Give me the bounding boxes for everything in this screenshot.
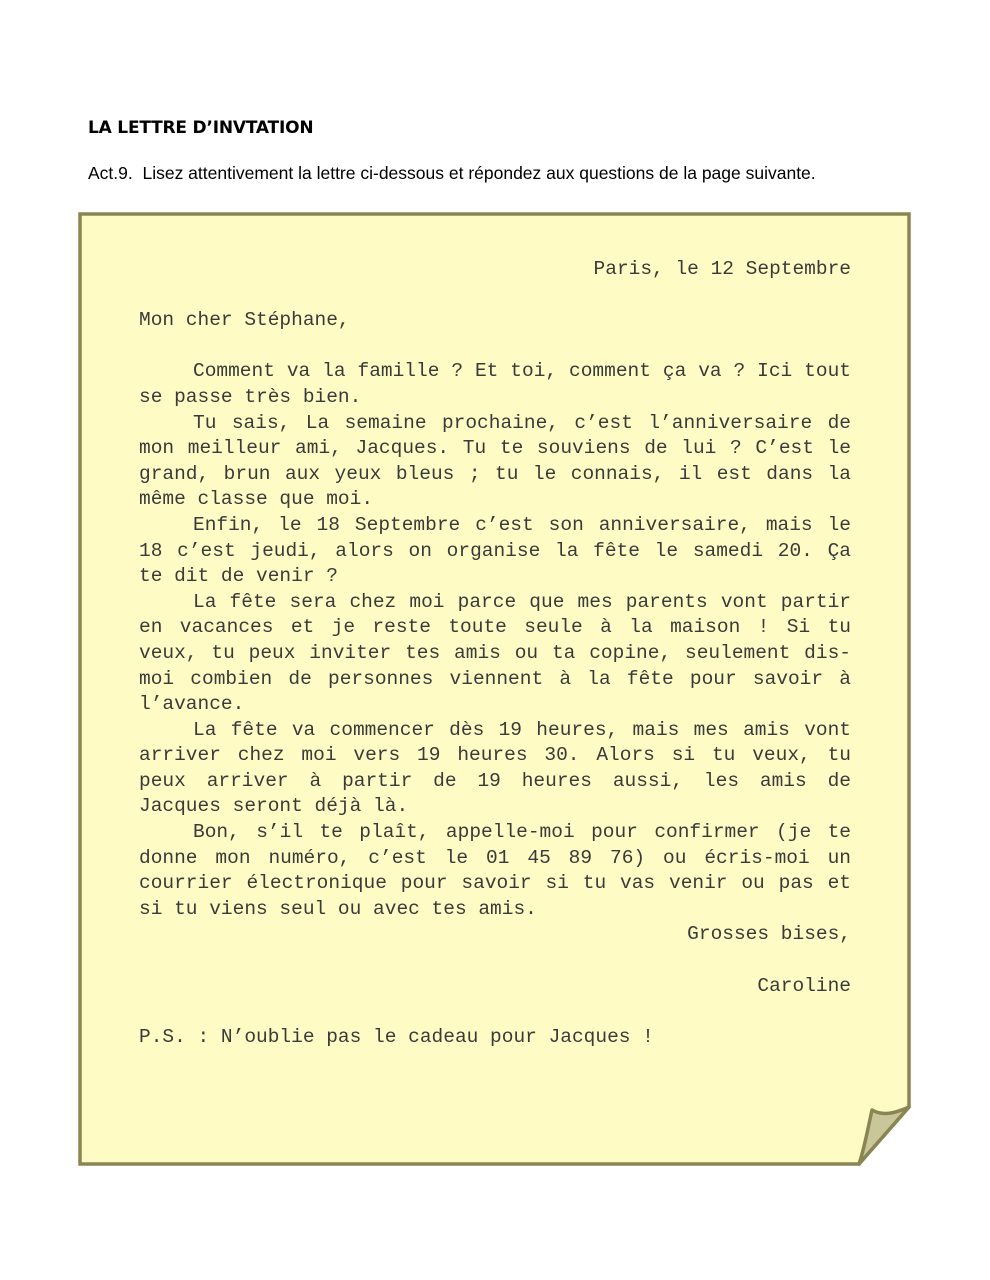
letter-paragraph: Enfin, le 18 Septembre c’est son anniversaire, mais le 18 c’est jeudi, alors on organise la fête le samedi 20. Ça te dit de venir ?	[139, 513, 851, 588]
page-title: LA LETTRE D’INVTATION	[88, 118, 314, 138]
letter-paragraph: Comment va la famille ? Et toi, comment ça va ? Ici tout se passe très bien.	[139, 360, 851, 408]
letter-paragraph: Bon, s’il te plaît, appelle-moi pour confirmer (je te donne mon numéro, c’est le 01 45 89 76) ou écris-moi un courrier électronique pour savoir si tu vas venir ou pas et si tu viens seul ou avec tes amis.	[139, 821, 851, 920]
letter-signature: Caroline	[757, 974, 851, 997]
letter-paragraph: Tu sais, La semaine prochaine, c’est l’anniversaire de mon meilleur ami, Jacques. Tu te souviens de lui ? C’est le grand, brun aux yeux bleus ; tu le connais, il est dans la même classe que moi.	[139, 411, 851, 511]
letter-paragraph: La fête sera chez moi parce que mes parents vont partir en vacances et je reste toute seule à la maison ! Si tu veux, tu peux inviter tes amis ou ta copine, seulement dis-moi combien de personnes viennent à la fête pour savoir à l’avance.	[139, 590, 851, 716]
invitation-letter	[139, 257, 851, 1050]
letter-closing: Grosses bises,	[687, 923, 851, 946]
letter-greeting: Mon cher Stéphane,	[139, 309, 350, 332]
letter-date: Paris, le 12 Septembre	[593, 258, 851, 280]
letter-postscript: P.S. : N’oublie pas le cadeau pour Jacques !	[139, 1025, 654, 1048]
activity-instruction: Act.9. Lisez attentivement la lettre ci-dessous et répondez aux questions de la page suivante.	[88, 163, 816, 183]
letter-paragraph: La fête va commencer dès 19 heures, mais mes amis vont arriver chez moi vers 19 heures 30. Alors si tu veux, tu peux arriver à partir de 19 heures aussi, les amis de Jacques seront déjà là.	[139, 718, 851, 818]
